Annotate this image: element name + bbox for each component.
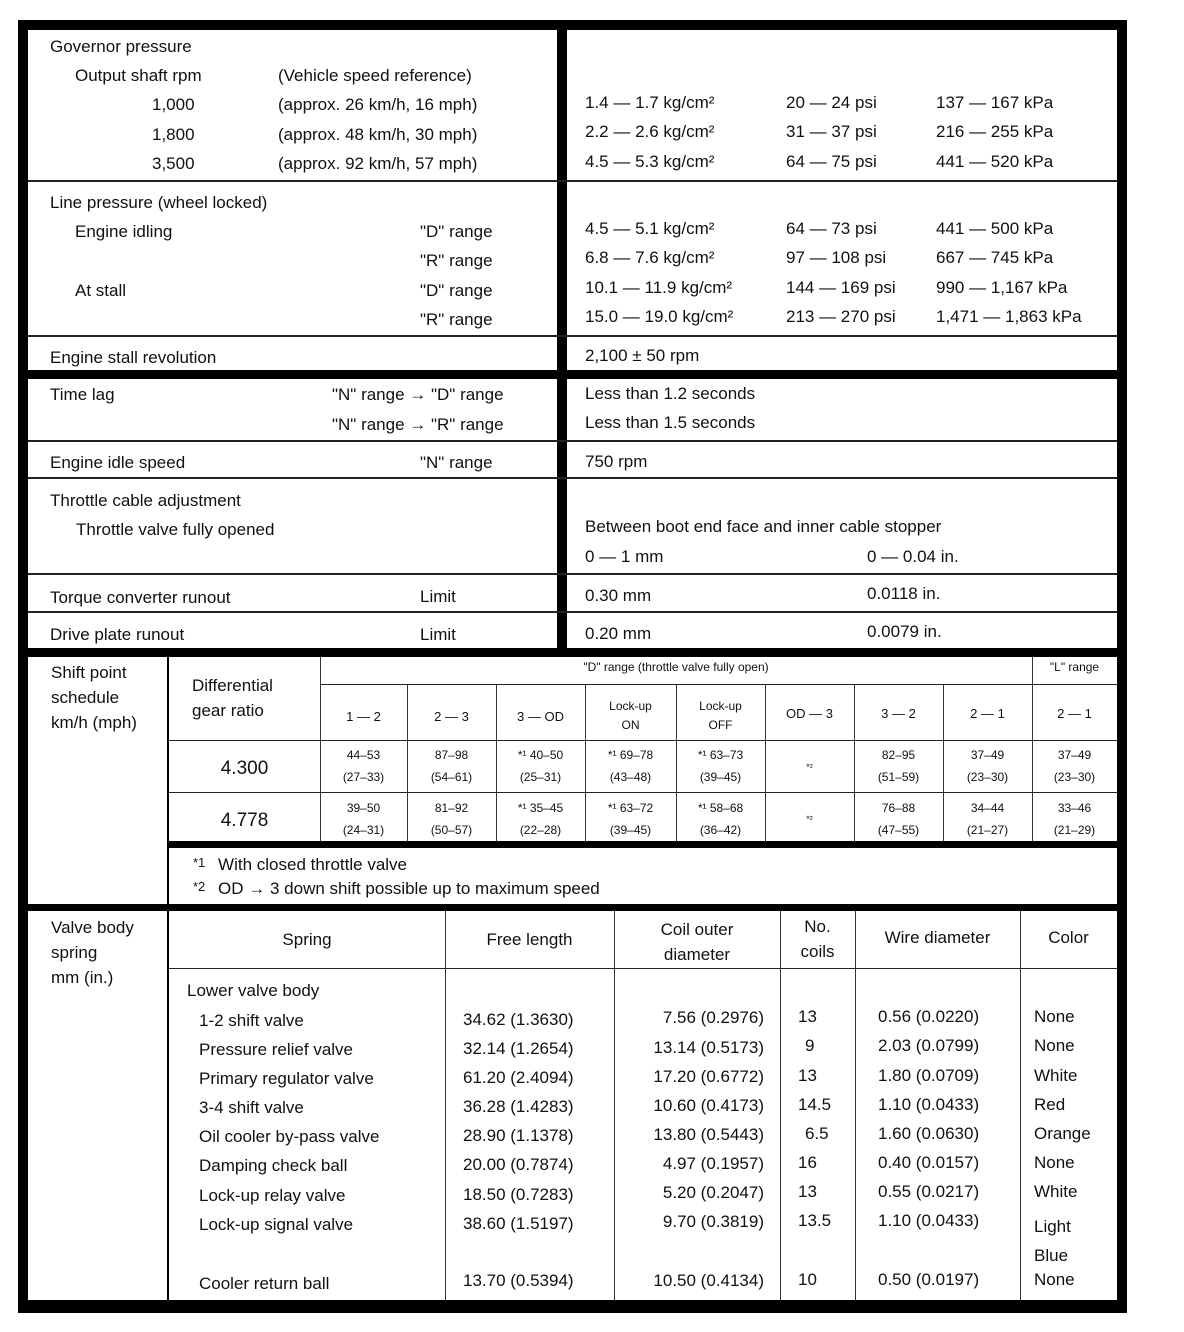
shift-cell: 44–53 [346,748,381,762]
shift-col-lockup-on [585,697,676,735]
spring-free-length: 61.20 (2.4094) [463,1068,574,1087]
shift-cell: (36–42) [699,823,742,837]
spring-coil-od: 4.97 (0.1957) [662,1154,764,1173]
note-2-text: OD → 3 down shift possible up to maximum speed [218,879,600,898]
note-1-text: With closed throttle valve [218,855,407,874]
line-range-3: "D" range [420,281,493,300]
line-pressure-stall: At stall [75,281,127,300]
note-2-mark: *2 [193,879,206,894]
throttle-cable-in: 0 — 0.04 in. [867,547,959,566]
shift-cell: *² [806,762,813,772]
spring-name: Damping check ball [199,1156,348,1175]
time-lag-value-1: Less than 1.2 seconds [585,384,756,403]
shift-col-l-2-1: 2 — 1 [1057,706,1092,721]
shift-cell: *² [806,814,813,824]
no-coils-line2: coils [800,942,835,961]
shift-cell: 34–44 [970,801,1005,815]
shift-cell: (23–30) [1053,770,1096,784]
governor-kpa-3: 441 — 520 kPa [936,152,1054,171]
shift-cell: 33–46 [1057,801,1092,815]
line-psi-4: 213 — 270 psi [786,307,896,326]
shift-col-1-2: 1 — 2 [346,709,381,724]
governor-kg-1: 1.4 — 1.7 kg/cm² [585,93,715,112]
spring-header-color: Color [1048,928,1089,947]
torque-runout-in: 0.0118 in. [867,584,941,603]
spring-no-coils: 13 [798,1182,817,1201]
shift-cell: *¹ 58–68 [697,801,744,815]
throttle-cable-mm: 0 — 1 mm [585,547,664,566]
line-kg-1: 4.5 — 5.1 kg/cm² [585,219,715,238]
governor-ref-2: (approx. 48 km/h, 30 mph) [278,125,478,144]
spring-coil-od: 17.20 (0.6772) [653,1067,764,1086]
governor-rpm-3: 3,500 [152,154,195,173]
spring-free-length: 32.14 (1.2654) [463,1039,574,1058]
idle-speed-label: Engine idle speed [50,453,186,472]
shift-cell: *¹ 63–72 [607,801,654,815]
note-1-mark: *1 [193,855,206,870]
spring-no-coils: 13.5 [798,1211,832,1230]
shift-col-2-3: 2 — 3 [434,709,469,724]
torque-runout-limit: Limit [420,587,456,606]
spring-label-2: spring [51,943,98,962]
spring-name: Primary regulator valve [199,1069,374,1088]
spring-header-no-coils [780,914,855,964]
governor-rpm-2: 1,800 [152,125,195,144]
idle-speed-range: "N" range [420,453,493,472]
line-kpa-1: 441 — 500 kPa [936,219,1054,238]
line-psi-2: 97 — 108 psi [786,248,887,267]
shift-col-3-od: 3 — OD [517,709,564,724]
shift-label-1: Shift point [51,663,127,682]
spring-free-length: 20.00 (0.7874) [463,1155,574,1174]
ratio-4300: 4.300 [220,758,269,779]
spring-wire: 0.50 (0.0197) [878,1270,980,1289]
idle-speed-value: 750 rpm [585,452,648,471]
line-kg-2: 6.8 — 7.6 kg/cm² [585,248,715,267]
governor-kpa-2: 216 — 255 kPa [936,122,1054,141]
shift-cell: (24–31) [342,823,385,837]
spring-coil-od: 7.56 (0.2976) [662,1008,764,1027]
shift-label-2: schedule [51,688,120,707]
drive-runout-limit: Limit [420,625,456,644]
shift-cell: 37–49 [1057,748,1092,762]
governor-psi-2: 31 — 37 psi [786,122,877,141]
shift-cell: (25–31) [519,770,562,784]
spring-coil-od: 10.60 (0.4173) [653,1096,764,1115]
d-range-header: "D" range (throttle valve fully open) [583,660,769,674]
stall-rev-label: Engine stall revolution [50,348,217,367]
governor-psi-1: 20 — 24 psi [786,93,877,112]
governor-rpm-1: 1,000 [152,95,195,114]
shift-cell: *¹ 40–50 [517,748,564,762]
spring-name: Pressure relief valve [199,1040,354,1059]
line-kpa-2: 667 — 745 kPa [936,248,1054,267]
throttle-cable-title: Throttle cable adjustment [50,491,241,510]
spring-no-coils: 10 [798,1270,817,1289]
note-1 [193,856,407,873]
shift-cell: 39–50 [346,801,381,815]
governor-title: Governor pressure [50,37,192,56]
spring-color: Light Blue [1034,1217,1071,1265]
spring-color: None [1034,1270,1075,1289]
l-range-header: "L" range [1049,660,1100,674]
spring-wire: 0.56 (0.0220) [878,1007,980,1026]
spring-color: White [1034,1066,1078,1085]
governor-ref-3: (approx. 92 km/h, 57 mph) [278,154,478,173]
shift-cell: 81–92 [434,801,469,815]
spring-wire: 0.40 (0.0157) [878,1153,980,1172]
spring-free-length: 13.70 (0.5394) [463,1271,574,1290]
spring-wire: 1.80 (0.0709) [878,1066,980,1085]
shift-cell: (54–61) [430,770,473,784]
line-range-2: "R" range [420,251,493,270]
governor-psi-3: 64 — 75 psi [786,152,877,171]
time-lag-label: Time lag [50,385,115,404]
governor-ref-1: (approx. 26 km/h, 16 mph) [278,95,478,114]
spring-name: 1-2 shift valve [199,1011,304,1030]
spring-color: None [1034,1036,1075,1055]
throttle-cable-desc: Between boot end face and inner cable stopper [585,517,942,536]
spring-no-coils: 6.5 [805,1124,829,1143]
spring-free-length: 34.62 (1.3630) [463,1010,574,1029]
spring-color: None [1034,1153,1075,1172]
time-lag-range-1: "N" range → "D" range [332,385,504,404]
torque-runout-mm: 0.30 mm [585,586,652,605]
spring-wire: 1.10 (0.0433) [878,1211,980,1230]
note-2 [193,880,600,897]
lockup-on-line2: ON [621,718,640,732]
ratio-header-2: gear ratio [192,701,264,720]
ratio-header-1: Differential [192,676,273,695]
shift-col-od-3: OD — 3 [786,706,833,721]
spring-label-3: mm (in.) [51,968,114,987]
shift-cell: (43–48) [609,770,652,784]
coil-outer-line2: diameter [663,945,731,964]
torque-runout-label: Torque converter runout [50,588,231,607]
time-lag-range-2: "N" range → "R" range [332,415,504,434]
governor-col1: Output shaft rpm [75,66,202,85]
shift-cell: *¹ 63–73 [697,748,744,762]
line-pressure-title: Line pressure (wheel locked) [50,193,268,212]
drive-runout-label: Drive plate runout [50,625,185,644]
shift-cell: 82–95 [881,748,916,762]
shift-label-3: km/h (mph) [51,713,137,732]
time-lag-value-2: Less than 1.5 seconds [585,413,756,432]
spring-wire: 0.55 (0.0217) [878,1182,980,1201]
shift-cell: (39–45) [609,823,652,837]
spring-header-coil-outer [614,917,780,967]
spring-wire: 1.60 (0.0630) [878,1124,980,1143]
spring-no-coils: 9 [805,1036,815,1055]
spring-coil-od: 13.80 (0.5443) [653,1125,764,1144]
shift-cell: (23–30) [966,770,1009,784]
shift-col-3-2: 3 — 2 [881,706,916,721]
drive-runout-mm: 0.20 mm [585,624,652,643]
spring-coil-od: 13.14 (0.5173) [653,1038,764,1057]
throttle-cable-sub: Throttle valve fully opened [76,520,275,539]
spring-name: Lock-up signal valve [199,1215,354,1234]
governor-kg-2: 2.2 — 2.6 kg/cm² [585,122,715,141]
line-range-1: "D" range [420,222,493,241]
governor-kg-3: 4.5 — 5.3 kg/cm² [585,152,715,171]
line-pressure-idling: Engine idling [75,222,173,241]
shift-cell: (51–59) [877,770,920,784]
spring-header-free-length: Free length [486,930,573,949]
line-psi-1: 64 — 73 psi [786,219,877,238]
shift-cell: (47–55) [877,823,920,837]
spring-header-wire: Wire diameter [884,928,991,947]
spring-wire: 2.03 (0.0799) [878,1036,980,1055]
line-kg-4: 15.0 — 19.0 kg/cm² [585,307,734,326]
spring-free-length: 28.90 (1.1378) [463,1126,574,1145]
spring-group-label: Lower valve body [187,981,320,1000]
line-kpa-3: 990 — 1,167 kPa [936,278,1068,297]
shift-cell: (27–33) [342,770,385,784]
shift-cell: 76–88 [881,801,916,815]
spring-color: White [1034,1182,1078,1201]
ratio-4778: 4.778 [220,810,269,831]
shift-cell: 37–49 [970,748,1005,762]
lockup-on-line1: Lock-up [609,699,652,713]
spring-color: Red [1034,1095,1066,1114]
shift-cell: *¹ 69–78 [607,748,654,762]
spring-coil-od: 10.50 (0.4134) [653,1271,764,1290]
shift-cell: 87–98 [434,748,469,762]
shift-cell: (39–45) [699,770,742,784]
shift-cell: (22–28) [519,823,562,837]
lockup-off-line2: OFF [708,718,733,732]
spring-free-length: 36.28 (1.4283) [463,1097,574,1116]
spring-name: Cooler return ball [199,1274,330,1293]
shift-cell: (50–57) [430,823,473,837]
line-kpa-4: 1,471 — 1,863 kPa [936,307,1082,326]
lockup-off-line1: Lock-up [699,699,742,713]
spring-wire: 1.10 (0.0433) [878,1095,980,1114]
line-psi-3: 144 — 169 psi [786,278,896,297]
governor-col2: (Vehicle speed reference) [278,66,472,85]
spring-label-1: Valve body [51,918,134,937]
spring-name: Lock-up relay valve [199,1186,346,1205]
line-kg-3: 10.1 — 11.9 kg/cm² [585,278,733,297]
spring-no-coils: 16 [798,1153,817,1172]
spring-free-length: 38.60 (1.5197) [463,1214,574,1233]
spring-free-length: 18.50 (0.7283) [463,1185,574,1204]
shift-cell: *¹ 35–45 [517,801,564,815]
spring-color: None [1034,1007,1075,1026]
spring-color: Orange [1034,1124,1091,1143]
spring-no-coils: 14.5 [798,1095,832,1114]
shift-col-lockup-off [676,697,765,735]
shift-col-2-1: 2 — 1 [970,706,1005,721]
line-range-4: "R" range [420,310,493,329]
no-coils-line1: No. [804,917,831,936]
spring-name: 3-4 shift valve [199,1098,304,1117]
spring-header-spring: Spring [282,930,332,949]
stall-rev-value: 2,100 ± 50 rpm [585,346,700,365]
coil-outer-line1: Coil outer [660,920,734,939]
spring-no-coils: 13 [798,1007,817,1026]
spring-name: Oil cooler by-pass valve [199,1127,380,1146]
shift-cell: (21–27) [966,823,1009,837]
governor-kpa-1: 137 — 167 kPa [936,93,1054,112]
shift-cell: (21–29) [1053,823,1096,837]
drive-runout-in: 0.0079 in. [867,622,942,641]
spring-no-coils: 13 [798,1066,817,1085]
spring-coil-od: 9.70 (0.3819) [662,1212,764,1231]
spring-coil-od: 5.20 (0.2047) [662,1183,764,1202]
